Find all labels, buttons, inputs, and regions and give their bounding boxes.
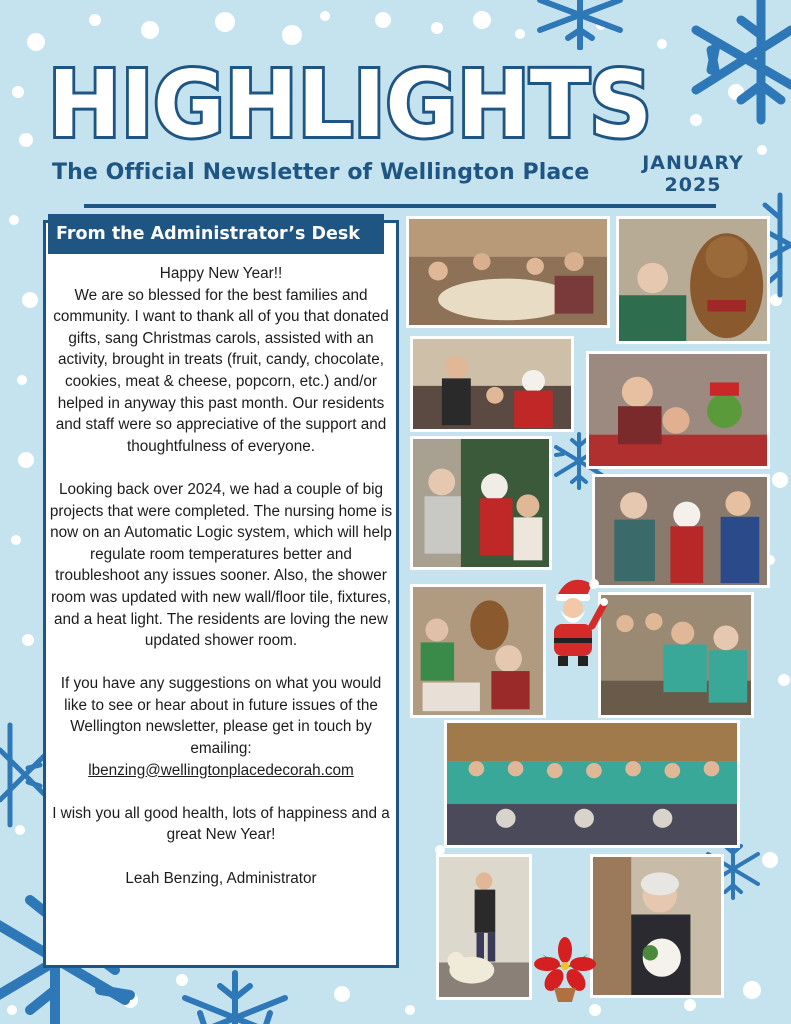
reindeer-gifts-photo <box>410 584 546 718</box>
poinsettia-resident-photo <box>590 854 724 998</box>
email-link[interactable]: lbenzing@wellingtonplacedecorah.com <box>88 761 354 779</box>
letter-signature: Leah Benzing, Administrator <box>125 869 317 887</box>
therapy-dog-photo <box>436 854 532 1000</box>
issue-month: JANUARY <box>642 152 744 174</box>
letter-greeting: Happy New Year!! <box>159 265 283 282</box>
santa-visit-photo-1 <box>410 336 574 432</box>
santa-illustration <box>540 574 608 670</box>
santa-visit-photo-2 <box>410 436 552 570</box>
snowflake-icon <box>0 720 48 830</box>
letter-paragraph: We are so blessed for the best families and community. I want to thank all of you that donated gifts, sang Christmas carols, assisted with an activity, brought in treats (fruit, candy, chocolate, cookies, meat & cheese, popcorn, etc.) and/or helped in anyway this past month. Our residents and staff were so appreciative of the support and thoughtfulness of everyone. <box>53 286 389 455</box>
newsletter-subtitle: The Official Newsletter of Wellington Place <box>52 160 590 185</box>
admin-desk-heading: From the Administrator’s Desk <box>48 214 384 254</box>
carolers-group-photo <box>444 720 740 848</box>
snowflake-icon <box>180 968 290 1024</box>
admin-letter <box>48 263 394 889</box>
issue-date <box>628 152 758 196</box>
snowflake-icon <box>530 0 630 50</box>
family-party-photo <box>406 216 610 328</box>
snowflake-icon <box>666 0 791 150</box>
santa-visit-photo-3 <box>592 474 770 588</box>
newsletter-title <box>40 52 660 148</box>
masthead-divider <box>84 204 716 208</box>
grinch-photo <box>586 351 770 469</box>
newsletter-title-text: HIGHLIGHTS <box>48 52 652 148</box>
letter-closing: I wish you all good health, lots of happiness and a great New Year! <box>52 804 390 844</box>
letter-paragraph: Looking back over 2024, we had a couple of big projects that were completed. The nursing home is now on an Automatic Logic system, which will help regulate room temperatures better and troubleshoot any issues sooner. Also, the shower room was updated with new wall/floor tile, fixtures, and a heat light. The residents are loving the new updated shower room. <box>49 480 393 650</box>
carolers-photo-1 <box>598 592 754 718</box>
reindeer-mascot-photo <box>616 216 770 344</box>
poinsettia-icon <box>534 936 596 1002</box>
letter-paragraph: If you have any suggestions on what you would like to see or hear about in future issues of the Wellington newsletter, please get in touch by emailing: <box>60 675 382 758</box>
issue-year: 2025 <box>664 174 722 196</box>
